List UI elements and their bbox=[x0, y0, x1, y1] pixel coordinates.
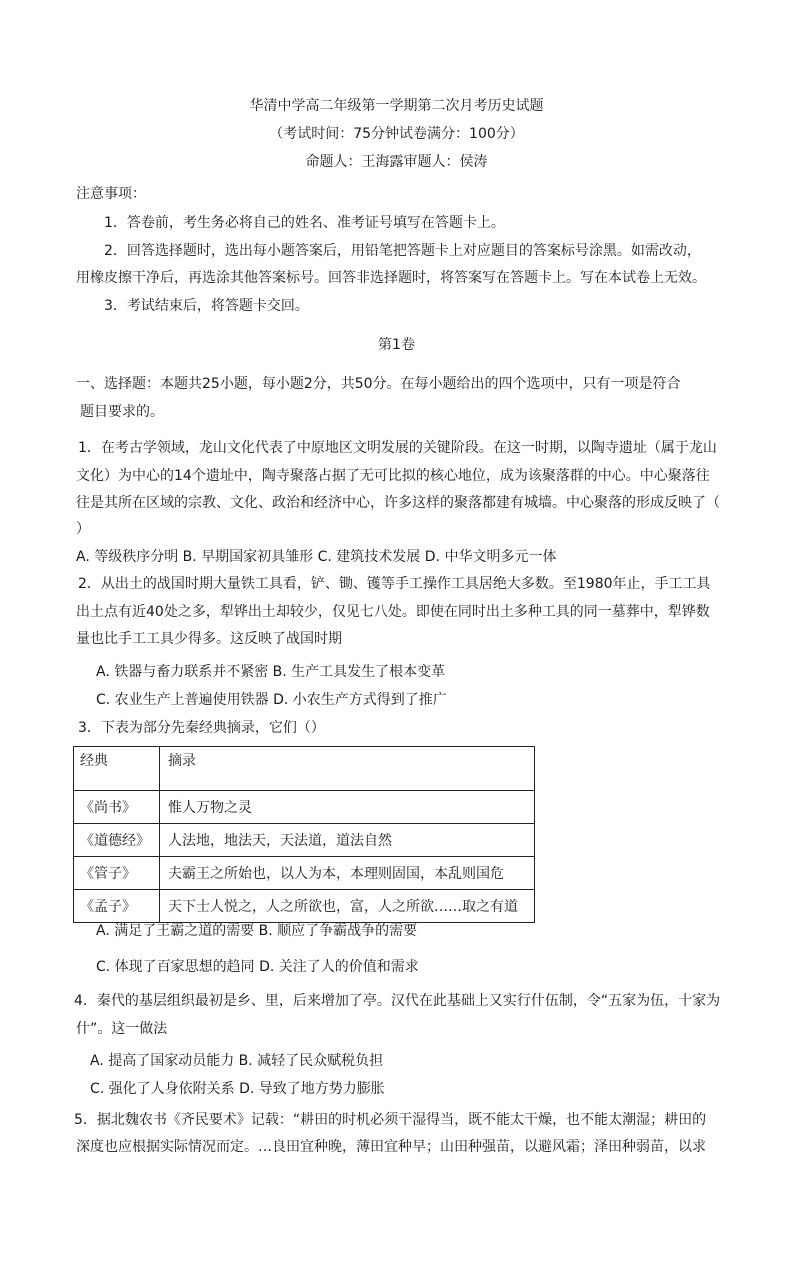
table-row bbox=[74, 890, 535, 923]
notice-heading: 注意事项： bbox=[76, 186, 146, 202]
q2-stem-line-3: 量也比手工工具少得多。这反映了战国时期 bbox=[76, 631, 342, 647]
table-header-cell: 经典 bbox=[74, 747, 160, 791]
table-row bbox=[74, 824, 535, 857]
table-row bbox=[74, 791, 535, 824]
q3-options-ab: A. 满足了王霸之道的需要 B. 顺应了争霸战争的需要 bbox=[96, 923, 418, 939]
q4-stem-line-1: 4．秦代的基层组织最初是乡、里，后来增加了亭。汉代在此基础上又实行什伍制，令“五家为伍，十家为 bbox=[74, 993, 721, 1009]
notice-item-2-line-2: 用橡皮擦干净后，再选涂其他答案标号。回答非选择题时，将答案写在答题卡上。写在本试卷上无效。 bbox=[76, 270, 706, 286]
table-cell-excerpt: 天下士人悦之，人之所欲也，富，人之所欲……取之有道 bbox=[160, 890, 535, 923]
table-cell-classic: 《孟子》 bbox=[74, 890, 160, 923]
q4-options-ab: A. 提高了国家动员能力 B. 减轻了民众赋税负担 bbox=[90, 1053, 384, 1069]
table-row bbox=[74, 857, 535, 890]
q1-stem-line-2: 文化）为中心的14个遗址中，陶寺聚落占据了无可比拟的核心地位，成为该聚落群的中心。中心聚落往 bbox=[76, 468, 710, 484]
table-header-row bbox=[74, 747, 535, 791]
table-header-cell: 摘录 bbox=[160, 747, 535, 791]
notice-item-3: 3．考试结束后，将答题卡交回。 bbox=[104, 298, 309, 314]
q5-stem-line-2: 深度也应根据实际情况而定。…良田宜种晚，薄田宜种早；山田种强苗，以避风霜；泽田种弱苗，以求 bbox=[76, 1139, 706, 1155]
q4-options-cd: C. 强化了人身依附关系 D. 导致了地方势力膨胀 bbox=[90, 1081, 385, 1097]
q1-stem-line-3: 往是其所在区域的宗教、文化、政治和经济中心，许多这样的聚落都建有城墙。中心聚落的形成反映了（ bbox=[76, 495, 720, 511]
q5-stem-line-1: 5．据北魏农书《齐民要术》记载：“耕田的时机必须干湿得当，既不能太干燥，也不能太潮湿；耕田的 bbox=[74, 1112, 707, 1128]
table-cell-classic: 《管子》 bbox=[74, 857, 160, 890]
notice-item-1: 1．答卷前，考生务必将自己的姓名、准考证号填写在答题卡上。 bbox=[104, 215, 505, 231]
section-instruction-line-2: 题目要求的。 bbox=[80, 404, 164, 420]
volume-heading: 第1卷 bbox=[378, 337, 415, 353]
q3-options-cd: C. 体现了百家思想的趋同 D. 关注了人的价值和需求 bbox=[96, 959, 419, 975]
q4-stem-line-2: 什”。这一做法 bbox=[76, 1021, 168, 1037]
q3-stem: 3．下表为部分先秦经典摘录，它们（） bbox=[78, 720, 325, 736]
q1-stem-line-1: 1．在考古学领域，龙山文化代表了中原地区文明发展的关键阶段。在这一时期，以陶寺遗址（属于龙山 bbox=[78, 440, 717, 456]
table-cell-excerpt: 夫霸王之所始也，以人为本，本理则固国，本乱则国危 bbox=[160, 857, 535, 890]
exam-subtitle: （考试时间：75分钟试卷满分：100分） bbox=[269, 126, 524, 142]
exam-authors: 命题人：王海露审题人：侯涛 bbox=[305, 154, 488, 170]
classics-table bbox=[73, 746, 535, 923]
q2-stem-line-1: 2．从出土的战国时期大量铁工具看，铲、锄、镬等手工操作工具居绝大多数。至1980年止，手工工具 bbox=[78, 576, 711, 592]
table-cell-excerpt: 惟人万物之灵 bbox=[160, 791, 535, 824]
table-cell-classic: 《道德经》 bbox=[74, 824, 160, 857]
table-cell-classic: 《尚书》 bbox=[74, 791, 160, 824]
q2-stem-line-2: 出土点有近40处之多，犁铧出土却较少，仅见七八处。即使在同时出土多种工具的同一墓葬中，犁铧数 bbox=[76, 604, 710, 620]
notice-item-2-line-1: 2．回答选择题时，选出每小题答案后，用铅笔把答题卡上对应题目的答案标号涂黑。如需改动， bbox=[104, 243, 701, 259]
q2-options-cd: C. 农业生产上普遍使用铁器 D. 小农生产方式得到了推广 bbox=[96, 692, 447, 708]
section-instruction-line-1: 一、选择题：本题共25小题，每小题2分，共50分。在每小题给出的四个选项中，只有一项是符合 bbox=[76, 376, 681, 392]
table-cell-excerpt: 人法地，地法天，天法道，道法自然 bbox=[160, 824, 535, 857]
exam-title: 华清中学高二年级第一学期第二次月考历史试题 bbox=[249, 98, 544, 114]
q1-options: A. 等级秩序分明 B. 早期国家初具雏形 C. 建筑技术发展 D. 中华文明多元一体 bbox=[76, 549, 557, 565]
q2-options-ab: A. 铁器与畜力联系并不紧密 B. 生产工具发生了根本变革 bbox=[96, 664, 446, 680]
q1-stem-line-4: ） bbox=[76, 521, 90, 537]
